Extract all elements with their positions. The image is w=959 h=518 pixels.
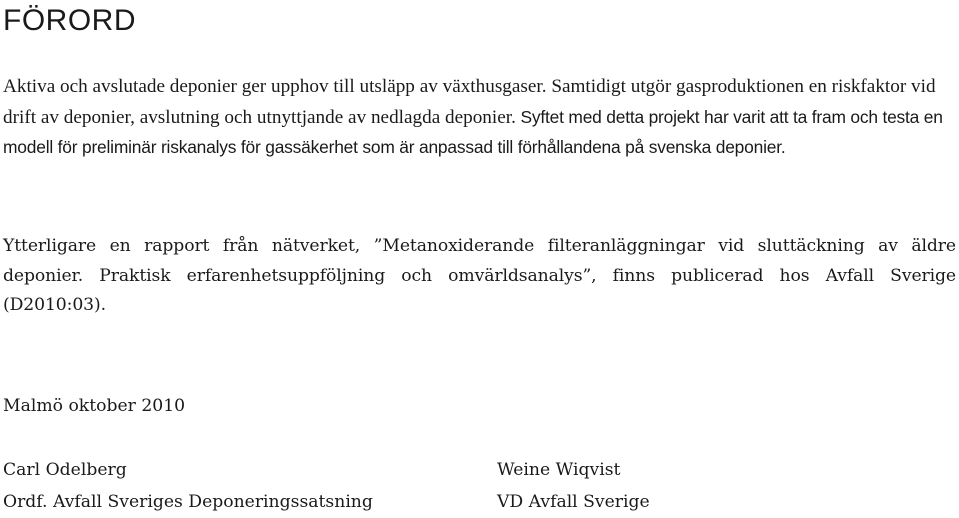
page-title: FÖRORD (3, 4, 136, 37)
paragraph-report-note: Ytterligare en rapport från nätverket, ”Metanoxiderande filteranläggningar vid sluttäckning av äldre deponier. Praktisk erfarenhetsuppföljning och omvärldsanalys”, finns publicerad hos Avfall Sverige (D2010:03). (3, 236, 956, 315)
signature-left (3, 454, 373, 518)
intro-serif-text: Aktiva och avslutade deponier ger upphov till utsläpp av växthusgaser. Samtidigt utgör gasproduktionen en riskfaktor vid drift av deponier, avslutning och utnyttjande av nedlagda deponier. (3, 76, 936, 128)
place-date: Malmö oktober 2010 (3, 396, 186, 416)
paragraph-intro (3, 72, 956, 164)
signature-left-name: Carl Odelberg (3, 460, 127, 480)
signature-left-title: Ordf. Avfall Sveriges Deponeringssatsning (3, 492, 373, 512)
signature-right-name: Weine Wiqvist (497, 460, 621, 480)
signature-right (497, 454, 650, 518)
signature-right-title: VD Avfall Sverige (497, 492, 650, 512)
intro-sans-text: Syftet med detta projekt har varit att ta fram och testa en modell för preliminär riskanalys för gassäkerhet som är anpassad till förhållandena på svenska deponier. (3, 106, 943, 157)
